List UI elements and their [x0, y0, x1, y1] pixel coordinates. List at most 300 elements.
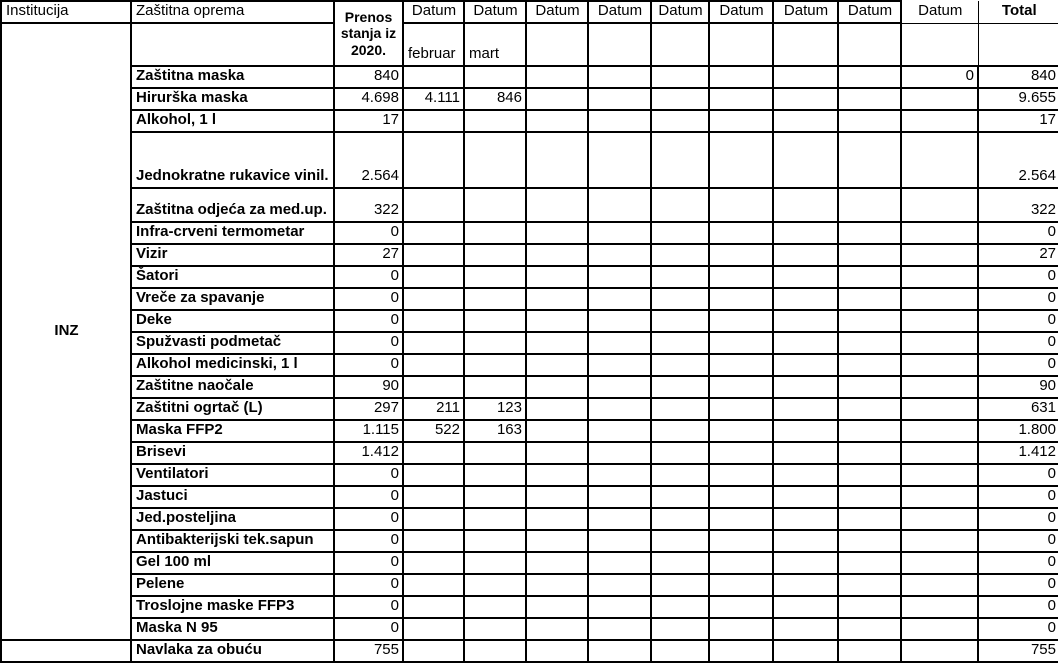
- datum-value-cell: [526, 88, 588, 110]
- datum-header: Datum: [773, 1, 838, 23]
- month-cell-februar: februar: [403, 23, 464, 66]
- total-value-cell: 1.800: [978, 420, 1058, 442]
- datum-value-cell: [709, 552, 773, 574]
- datum-value-cell: [838, 244, 901, 266]
- datum-value-cell: [464, 486, 526, 508]
- datum-value-cell: [403, 132, 464, 188]
- equipment-row: [1, 552, 1058, 574]
- datum-value-cell: [651, 442, 709, 464]
- equipment-label-cell: Jednokratne rukavice vinil.: [131, 132, 334, 188]
- datum-value-cell: [651, 552, 709, 574]
- datum-header: Datum: [464, 1, 526, 23]
- datum-value-cell: [773, 618, 838, 640]
- datum-value-cell: [901, 222, 978, 244]
- datum-value-cell: [588, 310, 651, 332]
- prenos-value-cell: 0: [334, 332, 403, 354]
- datum-value-cell: [588, 110, 651, 132]
- datum-value-cell: [709, 66, 773, 88]
- datum-value-cell: [709, 188, 773, 222]
- datum-value-cell: [651, 486, 709, 508]
- datum-value-cell: [773, 222, 838, 244]
- prenos-value-cell: 0: [334, 310, 403, 332]
- datum-value-cell: [403, 552, 464, 574]
- datum-value-cell: [838, 596, 901, 618]
- datum-value-cell: 4.111: [403, 88, 464, 110]
- month-empty-cell: [526, 23, 588, 66]
- datum-value-cell: [651, 310, 709, 332]
- equipment-row: [1, 288, 1058, 310]
- total-value-cell: 0: [978, 266, 1058, 288]
- datum-value-cell: [773, 310, 838, 332]
- month-empty-cell: [588, 23, 651, 66]
- prenos-value-cell: 0: [334, 574, 403, 596]
- datum-value-cell: [901, 88, 978, 110]
- datum-value-cell: [709, 266, 773, 288]
- prenos-value-cell: 27: [334, 244, 403, 266]
- datum-value-cell: [901, 618, 978, 640]
- datum-value-cell: [773, 640, 838, 662]
- datum-value-cell: [403, 288, 464, 310]
- oprema-header: Zaštitna oprema: [131, 1, 334, 23]
- datum-value-cell: [651, 266, 709, 288]
- datum-value-cell: [709, 332, 773, 354]
- datum-value-cell: [526, 398, 588, 420]
- prenos-value-cell: 2.564: [334, 132, 403, 188]
- datum-value-cell: [464, 552, 526, 574]
- equipment-label-cell: Maska FFP2: [131, 420, 334, 442]
- equipment-label-cell: Vizir: [131, 244, 334, 266]
- datum-value-cell: [526, 110, 588, 132]
- equipment-row: [1, 132, 1058, 188]
- datum-value-cell: [901, 574, 978, 596]
- datum-value-cell: [838, 398, 901, 420]
- datum-value-cell: [838, 266, 901, 288]
- datum-value-cell: [651, 398, 709, 420]
- datum-value-cell: [403, 618, 464, 640]
- datum-value-cell: [588, 222, 651, 244]
- total-value-cell: 0: [978, 464, 1058, 486]
- datum-value-cell: [588, 442, 651, 464]
- total-value-cell: 840: [978, 66, 1058, 88]
- oprema-empty-cell: [131, 23, 334, 66]
- datum-header: Datum: [651, 1, 709, 23]
- datum-value-cell: [464, 376, 526, 398]
- datum-value-cell: [651, 420, 709, 442]
- datum-value-cell: [901, 442, 978, 464]
- datum-value-cell: [773, 288, 838, 310]
- datum-value-cell: [651, 288, 709, 310]
- equipment-row: [1, 354, 1058, 376]
- datum-value-cell: [588, 640, 651, 662]
- datum-value-cell: [651, 88, 709, 110]
- total-value-cell: 0: [978, 222, 1058, 244]
- datum-value-cell: [651, 354, 709, 376]
- datum-value-cell: [901, 110, 978, 132]
- total-value-cell: 2.564: [978, 132, 1058, 188]
- datum-value-cell: [464, 288, 526, 310]
- datum-value-cell: [709, 596, 773, 618]
- datum-value-cell: 211: [403, 398, 464, 420]
- datum-value-cell: [588, 132, 651, 188]
- datum-value-cell: [773, 442, 838, 464]
- datum-value-cell: [838, 132, 901, 188]
- datum-value-cell: [403, 530, 464, 552]
- datum-value-cell: [526, 486, 588, 508]
- datum-value-cell: [709, 508, 773, 530]
- datum-value-cell: [709, 244, 773, 266]
- datum-value-cell: 846: [464, 88, 526, 110]
- datum-value-cell: [709, 574, 773, 596]
- datum-value-cell: [838, 574, 901, 596]
- datum-value-cell: [838, 354, 901, 376]
- datum-value-cell: [709, 618, 773, 640]
- datum-value-cell: [901, 332, 978, 354]
- datum-value-cell: [773, 530, 838, 552]
- equipment-label-cell: Troslojne maske FFP3: [131, 596, 334, 618]
- prenos-value-cell: 297: [334, 398, 403, 420]
- datum-value-cell: [651, 110, 709, 132]
- datum-value-cell: [403, 354, 464, 376]
- equipment-label-cell: Gel 100 ml: [131, 552, 334, 574]
- datum-value-cell: [838, 288, 901, 310]
- datum-value-cell: [651, 132, 709, 188]
- equipment-label-cell: Brisevi: [131, 442, 334, 464]
- datum-value-cell: [526, 66, 588, 88]
- prenos-value-cell: 0: [334, 596, 403, 618]
- institution-cell: INZ: [1, 23, 131, 640]
- total-value-cell: 631: [978, 398, 1058, 420]
- equipment-label-cell: Infra-crveni termometar: [131, 222, 334, 244]
- total-value-cell: 755: [978, 640, 1058, 662]
- datum-value-cell: 522: [403, 420, 464, 442]
- datum-value-cell: [464, 596, 526, 618]
- datum-value-cell: [838, 110, 901, 132]
- equipment-row: [1, 486, 1058, 508]
- datum-value-cell: [588, 332, 651, 354]
- datum-value-cell: [773, 132, 838, 188]
- prenos-value-cell: 4.698: [334, 88, 403, 110]
- total-value-cell: 0: [978, 618, 1058, 640]
- datum-value-cell: [464, 508, 526, 530]
- month-empty-cell: [709, 23, 773, 66]
- datum-value-cell: [464, 310, 526, 332]
- datum-value-cell: [773, 332, 838, 354]
- datum-value-cell: [403, 640, 464, 662]
- equipment-label-cell: Spužvasti podmetač: [131, 332, 334, 354]
- datum-value-cell: [709, 464, 773, 486]
- datum-value-cell: [588, 288, 651, 310]
- datum-value-cell: [403, 110, 464, 132]
- prenos-value-cell: 840: [334, 66, 403, 88]
- prenos-value-cell: 0: [334, 530, 403, 552]
- datum-value-cell: [403, 310, 464, 332]
- datum-value-cell: [709, 442, 773, 464]
- datum-value-cell: [709, 310, 773, 332]
- datum-value-cell: [588, 596, 651, 618]
- equipment-label-cell: Jed.posteljina: [131, 508, 334, 530]
- total-value-cell: 322: [978, 188, 1058, 222]
- datum-value-cell: [651, 640, 709, 662]
- datum-value-cell: [901, 640, 978, 662]
- month-empty-cell: [901, 23, 978, 66]
- datum-value-cell: [464, 530, 526, 552]
- datum-value-cell: [901, 530, 978, 552]
- datum-value-cell: [651, 332, 709, 354]
- equipment-row: [1, 188, 1058, 222]
- equipment-label-cell: Ventilatori: [131, 464, 334, 486]
- datum-value-cell: [901, 266, 978, 288]
- datum-value-cell: 163: [464, 420, 526, 442]
- equipment-row: [1, 442, 1058, 464]
- datum-value-cell: [526, 376, 588, 398]
- datum-value-cell: [709, 288, 773, 310]
- datum-value-cell: [773, 398, 838, 420]
- total-value-cell: 9.655: [978, 88, 1058, 110]
- equipment-label-cell: Deke: [131, 310, 334, 332]
- total-value-cell: 17: [978, 110, 1058, 132]
- equipment-label-cell: Alkohol medicinski, 1 l: [131, 354, 334, 376]
- equipment-row: [1, 574, 1058, 596]
- datum-value-cell: [464, 132, 526, 188]
- datum-value-cell: [838, 88, 901, 110]
- total-value-cell: 0: [978, 596, 1058, 618]
- total-value-cell: 0: [978, 574, 1058, 596]
- datum-value-cell: [403, 508, 464, 530]
- datum-value-cell: [651, 618, 709, 640]
- datum-value-cell: [526, 188, 588, 222]
- datum-value-cell: 123: [464, 398, 526, 420]
- total-value-cell: 0: [978, 486, 1058, 508]
- month-empty-cell: [651, 23, 709, 66]
- datum-value-cell: [464, 354, 526, 376]
- table-body: [1, 1, 1058, 662]
- datum-value-cell: [838, 222, 901, 244]
- datum-value-cell: [709, 354, 773, 376]
- datum-value-cell: [651, 574, 709, 596]
- total-value-cell: 90: [978, 376, 1058, 398]
- datum-value-cell: [773, 464, 838, 486]
- datum-value-cell: [709, 132, 773, 188]
- datum-value-cell: [901, 464, 978, 486]
- datum-value-cell: [526, 530, 588, 552]
- total-value-cell: 0: [978, 552, 1058, 574]
- prenos-value-cell: 0: [334, 354, 403, 376]
- datum-value-cell: [588, 66, 651, 88]
- datum-value-cell: [403, 332, 464, 354]
- total-value-cell: 0: [978, 508, 1058, 530]
- datum-value-cell: [901, 376, 978, 398]
- footer-row: [1, 640, 1058, 662]
- datum-value-cell: [464, 464, 526, 486]
- datum-value-cell: [588, 376, 651, 398]
- datum-value-cell: [588, 244, 651, 266]
- datum-value-cell: [464, 442, 526, 464]
- total-header: Total: [978, 1, 1058, 23]
- datum-value-cell: [403, 574, 464, 596]
- datum-value-cell: [526, 442, 588, 464]
- datum-value-cell: [403, 188, 464, 222]
- equipment-label-cell: Alkohol, 1 l: [131, 110, 334, 132]
- datum-value-cell: [526, 618, 588, 640]
- datum-value-cell: [901, 508, 978, 530]
- datum-value-cell: [464, 110, 526, 132]
- prenos-value-cell: 0: [334, 464, 403, 486]
- datum-value-cell: [901, 596, 978, 618]
- datum-value-cell: [403, 376, 464, 398]
- datum-value-cell: [403, 596, 464, 618]
- datum-value-cell: [588, 508, 651, 530]
- datum-value-cell: [526, 288, 588, 310]
- total-empty-cell: [978, 23, 1058, 66]
- month-empty-cell: [838, 23, 901, 66]
- datum-value-cell: [838, 420, 901, 442]
- datum-value-cell: [526, 354, 588, 376]
- institution-empty-cell: [1, 640, 131, 662]
- equipment-row: [1, 464, 1058, 486]
- equipment-label-cell: Hirurška maska: [131, 88, 334, 110]
- datum-value-cell: [838, 618, 901, 640]
- datum-value-cell: [773, 508, 838, 530]
- datum-value-cell: [838, 508, 901, 530]
- datum-value-cell: [403, 66, 464, 88]
- datum-header: Datum: [709, 1, 773, 23]
- datum-value-cell: [403, 222, 464, 244]
- datum-value-cell: [709, 398, 773, 420]
- equipment-row: [1, 222, 1058, 244]
- prenos-value-cell: 0: [334, 486, 403, 508]
- equipment-label-cell: Vreče za spavanje: [131, 288, 334, 310]
- equipment-label-cell: Zaštitna odjeća za med.up.: [131, 188, 334, 222]
- prenos-value-cell: 0: [334, 552, 403, 574]
- datum-value-cell: [464, 266, 526, 288]
- datum-value-cell: [709, 486, 773, 508]
- equipment-label-cell: Zaštitna maska: [131, 66, 334, 88]
- datum-value-cell: [709, 110, 773, 132]
- datum-value-cell: [526, 222, 588, 244]
- datum-value-cell: [838, 376, 901, 398]
- datum-value-cell: [588, 398, 651, 420]
- datum-value-cell: [526, 132, 588, 188]
- equipment-label-cell: Zaštitne naočale: [131, 376, 334, 398]
- equipment-row: [1, 530, 1058, 552]
- datum-value-cell: [709, 88, 773, 110]
- datum-value-cell: [588, 266, 651, 288]
- datum-header: Datum: [838, 1, 901, 23]
- datum-value-cell: [651, 596, 709, 618]
- datum-value-cell: [901, 420, 978, 442]
- datum-value-cell: [526, 332, 588, 354]
- equipment-row: [1, 310, 1058, 332]
- datum-value-cell: [651, 464, 709, 486]
- datum-value-cell: 0: [901, 66, 978, 88]
- datum-value-cell: [901, 354, 978, 376]
- equipment-label-cell: Maska N 95: [131, 618, 334, 640]
- datum-value-cell: [403, 266, 464, 288]
- datum-value-cell: [464, 188, 526, 222]
- datum-value-cell: [526, 552, 588, 574]
- datum-value-cell: [526, 574, 588, 596]
- equipment-row: [1, 618, 1058, 640]
- equipment-row: [1, 266, 1058, 288]
- datum-value-cell: [588, 354, 651, 376]
- datum-value-cell: [838, 464, 901, 486]
- equipment-row: [1, 332, 1058, 354]
- datum-value-cell: [773, 354, 838, 376]
- total-value-cell: 0: [978, 332, 1058, 354]
- datum-value-cell: [838, 310, 901, 332]
- equipment-row: [1, 420, 1058, 442]
- equipment-label-cell: Jastuci: [131, 486, 334, 508]
- datum-value-cell: [901, 188, 978, 222]
- equipment-row: [1, 376, 1058, 398]
- datum-header: Datum: [901, 1, 978, 23]
- prenos-header: Prenos stanja iz 2020.: [334, 1, 403, 66]
- datum-value-cell: [526, 508, 588, 530]
- total-value-cell: 0: [978, 354, 1058, 376]
- datum-value-cell: [773, 486, 838, 508]
- equipment-label-cell: Šatori: [131, 266, 334, 288]
- datum-header: Datum: [588, 1, 651, 23]
- datum-value-cell: [838, 552, 901, 574]
- total-value-cell: 0: [978, 530, 1058, 552]
- datum-value-cell: [773, 552, 838, 574]
- datum-value-cell: [588, 618, 651, 640]
- datum-value-cell: [526, 244, 588, 266]
- datum-value-cell: [773, 244, 838, 266]
- datum-value-cell: [773, 188, 838, 222]
- prenos-value-cell: 1.412: [334, 442, 403, 464]
- datum-value-cell: [838, 332, 901, 354]
- datum-value-cell: [901, 244, 978, 266]
- total-value-cell: 0: [978, 288, 1058, 310]
- datum-value-cell: [709, 640, 773, 662]
- prenos-value-cell: 0: [334, 618, 403, 640]
- datum-value-cell: [526, 420, 588, 442]
- total-value-cell: 0: [978, 310, 1058, 332]
- datum-value-cell: [651, 530, 709, 552]
- datum-value-cell: [838, 66, 901, 88]
- datum-value-cell: [901, 486, 978, 508]
- datum-value-cell: [773, 266, 838, 288]
- datum-header: Datum: [403, 1, 464, 23]
- prenos-value-cell: 0: [334, 508, 403, 530]
- prenos-value-cell: 1.115: [334, 420, 403, 442]
- datum-value-cell: [773, 66, 838, 88]
- datum-value-cell: [526, 464, 588, 486]
- prenos-value-cell: 322: [334, 188, 403, 222]
- datum-value-cell: [651, 222, 709, 244]
- datum-value-cell: [651, 376, 709, 398]
- month-empty-cell: [773, 23, 838, 66]
- equipment-label-cell: Zaštitni ogrtač (L): [131, 398, 334, 420]
- datum-value-cell: [403, 464, 464, 486]
- prenos-value-cell: 0: [334, 266, 403, 288]
- equipment-row: [1, 244, 1058, 266]
- datum-value-cell: [464, 618, 526, 640]
- datum-value-cell: [773, 574, 838, 596]
- equipment-row: [1, 66, 1058, 88]
- datum-value-cell: [651, 66, 709, 88]
- datum-value-cell: [588, 464, 651, 486]
- datum-value-cell: [526, 640, 588, 662]
- equipment-row: [1, 508, 1058, 530]
- equipment-label-cell: Antibakterijski tek.sapun: [131, 530, 334, 552]
- prenos-value-cell: 0: [334, 288, 403, 310]
- datum-value-cell: [709, 222, 773, 244]
- datum-value-cell: [709, 530, 773, 552]
- datum-value-cell: [838, 442, 901, 464]
- datum-value-cell: [403, 442, 464, 464]
